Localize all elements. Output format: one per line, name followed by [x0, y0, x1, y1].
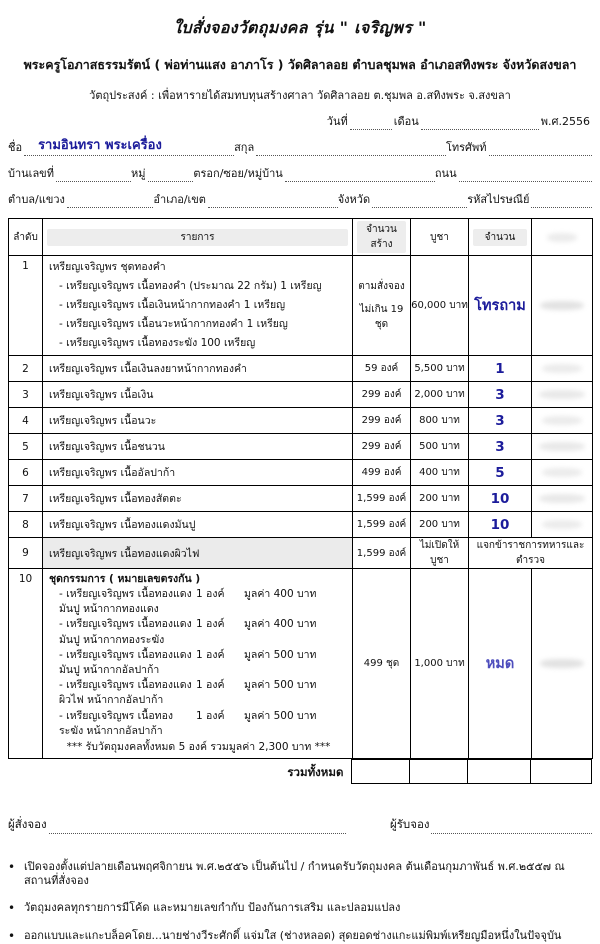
set-subline — [49, 587, 348, 617]
table-row-5 — [9, 434, 593, 460]
item-subline: - เหรียญเจริญพร เนื้อทองคำ (ประมาณ 22 กรัม) 1 เหรียญ — [59, 280, 322, 292]
zip-field — [531, 196, 592, 208]
row-number: 2 — [9, 356, 43, 382]
orderer-signature — [8, 816, 346, 834]
province-label: จังหวัด — [337, 193, 371, 206]
item-name: เหรียญเจริญพร เนื้อชนวน — [43, 434, 353, 460]
form-line-address1 — [8, 156, 592, 182]
qty-handwritten: หมด — [485, 656, 515, 673]
set-summary: *** รับวัตถุมงคลทั้งหมด 5 องค์ รวมมูลค่า 2,300 บาท *** — [66, 741, 331, 754]
purpose-line: วัตถุประสงค์ : เพื่อหารายได้สมทบทุนสร้างศาลา วัดศิลาลอย ต.ชุมพล อ.สทิงพระ จ.สงขลา — [89, 89, 511, 102]
set-subline — [49, 617, 348, 647]
amount-cell — [532, 569, 593, 759]
erased-mark — [542, 468, 582, 477]
signature-row — [8, 816, 592, 834]
set-sub-value: มูลค่า 400 บาท — [244, 618, 317, 631]
made-count-cell: 499 องค์ — [353, 460, 411, 486]
erased-mark — [539, 390, 585, 399]
tambon-label: ตำบล/แขวง — [8, 193, 65, 206]
set-sub-qty: 1 องค์ — [196, 588, 225, 600]
name-field — [24, 138, 234, 156]
set-subline — [49, 709, 348, 739]
erased-mark — [542, 416, 582, 425]
price-cell: ไม่เปิดให้บูชา — [411, 538, 469, 569]
made-count-cell: 299 องค์ — [353, 382, 411, 408]
total-label: รวมทั้งหมด — [287, 765, 344, 780]
price-cell: 2,000 บาท — [411, 382, 469, 408]
set-sub-text: - เหรียญเจริญพร เนื้อทองแดงผิวไฟ หน้ากากอัลปาก้า — [59, 679, 192, 707]
qty-cell — [469, 486, 532, 512]
row-number: 4 — [9, 408, 43, 434]
made-count-cell: 1,599 องค์ — [353, 538, 411, 569]
moo-label: หมู่ — [131, 167, 146, 180]
issuer-line: พระครูโอภาสธรรมรัตน์ ( พ่อท่านแสง อาภาโร ) วัดศิลาลอย ตำบลชุมพล อำเภอสทิงพระ จังหวัดสงขลา — [23, 57, 577, 72]
date-day-field — [350, 118, 392, 130]
made-count-cell: 1,599 องค์ — [353, 486, 411, 512]
qty-handwritten: 5 — [495, 464, 505, 481]
set-title: ชุดกรรมการ ( หมายเลขตรงกัน ) — [49, 573, 201, 585]
bullet-icon — [8, 860, 24, 888]
total-cells — [351, 759, 592, 784]
note-item — [8, 860, 592, 888]
qty-handwritten: 10 — [490, 490, 510, 507]
erased-mark — [540, 301, 584, 310]
header-no: ลำดับ — [9, 219, 43, 256]
amphoe-field — [208, 196, 338, 208]
year-text: พ.ศ.2556 — [540, 115, 590, 128]
total-price-cell — [410, 760, 468, 784]
qty-cell — [469, 460, 532, 486]
set-sub-value: มูลค่า 500 บาท — [244, 679, 317, 692]
qty-handwritten: 3 — [495, 386, 505, 403]
surname-label: สกุล — [234, 141, 255, 154]
note-item — [8, 929, 592, 944]
set-sub-text: - เหรียญเจริญพร เนื้อทองแดงมันปู หน้ากากอัลปาก้า — [59, 648, 192, 677]
house-no-field — [56, 170, 131, 182]
row-number: 3 — [9, 382, 43, 408]
form-line-address2 — [8, 182, 592, 208]
set-sub-qty: 1 องค์ — [196, 648, 225, 661]
house-no-label: บ้านเลขที่ — [8, 167, 54, 180]
orderer-label: ผู้สั่งจอง — [8, 817, 47, 832]
name-value-stamp: รามอินทรา พระเครื่อง — [38, 138, 162, 153]
header-item — [43, 219, 353, 256]
date-label: วันที่ — [326, 115, 348, 128]
made-count-cell: 59 องค์ — [353, 356, 411, 382]
bullet-icon — [8, 901, 24, 916]
row-number: 5 — [9, 434, 43, 460]
made-line2: ไม่เกิน 19 ชุด — [359, 304, 404, 330]
header-made — [353, 219, 411, 256]
qty-cell — [469, 434, 532, 460]
qty-cell — [469, 356, 532, 382]
qty-cell — [469, 408, 532, 434]
qty-handwritten: 10 — [490, 516, 510, 533]
erased-mark — [547, 233, 577, 242]
amount-cell — [532, 382, 593, 408]
month-label: เดือน — [393, 115, 419, 128]
order-table — [8, 218, 593, 759]
erased-mark — [539, 494, 585, 503]
erased-mark — [539, 442, 585, 451]
province-field — [372, 196, 467, 208]
date-month-field — [421, 118, 539, 130]
item-name: เหรียญเจริญพร เนื้อเงิน — [43, 382, 353, 408]
header-price: บูชา — [411, 219, 469, 256]
note-text: ออกแบบและแกะบล็อคโดย...นายช่างวีระศักดิ์ แจ่มใส (ช่างหลอด) สุดยอดช่างแกะแม่พิมพ์เหรียญมือหนึ่งในปัจจุบัน — [24, 929, 562, 943]
table-row-10 — [9, 569, 593, 759]
made-count-cell: 299 องค์ — [353, 434, 411, 460]
set-sub-qty: 1 องค์ — [196, 679, 225, 692]
set-sub-qty: 1 องค์ — [196, 618, 225, 631]
header-item-label: รายการ — [47, 229, 348, 246]
header-made-label: จำนวนสร้าง — [357, 221, 406, 253]
item-subline: - เหรียญเจริญพร เนื้อนวะหน้ากากทองคำ 1 เหรียญ — [59, 318, 288, 330]
total-qty-cell — [468, 760, 531, 784]
item-title: เหรียญเจริญพร ชุดทองคำ — [49, 261, 166, 273]
table-row-9 — [9, 538, 593, 569]
footer-notes — [8, 860, 592, 944]
form-line-name — [8, 130, 592, 156]
road-field — [459, 170, 592, 182]
set-sub-value: มูลค่า 500 บาท — [244, 648, 317, 661]
table-row-2 — [9, 356, 593, 382]
table-row-4 — [9, 408, 593, 434]
receiver-signature — [390, 816, 592, 834]
amount-cell — [532, 486, 593, 512]
total-made-cell — [352, 760, 410, 784]
note-text: วัตถุมงคลทุกรายการมีโค้ด และหมายเลขกำกับ ป้องกันการเสริม และปลอมแปลง — [24, 901, 401, 915]
page-title: ใบสั่งจองวัตถุมงคล รุ่น " เจริญพร " — [173, 18, 427, 37]
table-header-row — [9, 219, 593, 256]
table-row-3 — [9, 382, 593, 408]
item-name: เหรียญเจริญพร เนื้อทองสัตตะ — [43, 486, 353, 512]
row-number: 7 — [9, 486, 43, 512]
item-cell — [43, 569, 353, 759]
row-number: 1 — [9, 256, 43, 356]
header-blank — [532, 219, 593, 256]
phone-label: โทรศัพท์ — [445, 141, 487, 154]
amount-cell — [532, 434, 593, 460]
table-row-8 — [9, 512, 593, 538]
erased-mark — [540, 659, 584, 668]
row-number: 8 — [9, 512, 43, 538]
price-cell: 500 บาท — [411, 434, 469, 460]
erased-mark — [542, 364, 582, 373]
price-cell: 1,000 บาท — [411, 569, 469, 759]
amount-cell — [532, 512, 593, 538]
item-name: เหรียญเจริญพร เนื้อนวะ — [43, 408, 353, 434]
receiver-signature-field — [431, 822, 592, 834]
qty-cell — [469, 382, 532, 408]
price-cell: 5,500 บาท — [411, 356, 469, 382]
soi-field — [285, 170, 435, 182]
erased-mark — [542, 520, 582, 529]
note-item — [8, 901, 592, 916]
qty-cell — [469, 256, 532, 356]
total-row — [8, 759, 592, 784]
made-count-cell: 1,599 องค์ — [353, 512, 411, 538]
item-name: เหรียญเจริญพร เนื้อเงินลงยาหน้ากากทองคำ — [43, 356, 353, 382]
price-cell: 800 บาท — [411, 408, 469, 434]
soi-label: ตรอก/ซอย/หมู่บ้าน — [193, 167, 283, 180]
qty-cell — [469, 512, 532, 538]
road-label: ถนน — [434, 167, 457, 180]
amount-cell — [532, 408, 593, 434]
receiver-label: ผู้รับจอง — [390, 817, 430, 832]
price-cell: 400 บาท — [411, 460, 469, 486]
set-sub-value: มูลค่า 400 บาท — [244, 588, 317, 600]
item-subline: - เหรียญเจริญพร เนื้อเงินหน้ากากทองคำ 1 เหรียญ — [59, 299, 286, 311]
made-count-cell — [353, 256, 411, 356]
note-text: เปิดจองตั้งแต่ปลายเดือนพฤศจิกายน พ.ศ.๒๕๕๖ เป็นต้นไป / กำหนดรับวัตถุมงคล ต้นเดือนกุมภาพันธ์ พ.ศ.๒๕๕๗ ณ สถานที่สั่งจอง — [24, 860, 565, 888]
surname-field — [256, 144, 446, 156]
row-number: 9 — [9, 538, 43, 569]
amphoe-label: อำเภอ/เขต — [153, 193, 206, 206]
item-name: เหรียญเจริญพร เนื้ออัลปาก้า — [43, 460, 353, 486]
qty-handwritten: 3 — [495, 412, 505, 429]
set-sub-text: - เหรียญเจริญพร เนื้อทองระฆัง หน้ากากอัลปาก้า — [59, 709, 174, 737]
item-name: เหรียญเจริญพร เนื้อทองแดงมันปู — [43, 512, 353, 538]
set-sub-qty: 1 องค์ — [196, 709, 225, 722]
row-number: 10 — [9, 569, 43, 759]
item-name: เหรียญเจริญพร เนื้อทองแดงผิวไฟ — [43, 538, 353, 569]
name-label: ชื่อ — [8, 141, 23, 154]
amount-cell — [532, 356, 593, 382]
price-cell: 200 บาท — [411, 486, 469, 512]
amount-cell — [532, 460, 593, 486]
amount-cell — [532, 256, 593, 356]
price-cell: 200 บาท — [411, 512, 469, 538]
phone-field — [489, 144, 593, 156]
orderer-signature-field — [49, 822, 346, 834]
qty-handwritten: 1 — [495, 360, 505, 377]
item-cell — [43, 256, 353, 356]
made-count-cell: 499 ชุด — [353, 569, 411, 759]
bullet-icon — [8, 929, 24, 944]
table-row-6 — [9, 460, 593, 486]
tambon-field — [67, 196, 154, 208]
set-subline — [49, 678, 348, 708]
price-cell: 60,000 บาท — [411, 256, 469, 356]
qty-handwritten: 3 — [495, 438, 505, 455]
item-subline: - เหรียญเจริญพร เนื้อทองระฆัง 100 เหรียญ — [59, 337, 256, 349]
qty-cell — [469, 569, 532, 759]
row-number: 6 — [9, 460, 43, 486]
table-row-7 — [9, 486, 593, 512]
moo-field — [148, 170, 194, 182]
order-form-page — [8, 16, 592, 944]
qty-handwritten: โทรถาม — [474, 298, 526, 314]
made-line1: ตามสั่งจอง — [358, 281, 405, 292]
header-qty — [469, 219, 532, 256]
giveaway-note: แจกข้าราชการทหารและตำรวจ — [469, 538, 593, 569]
set-sub-value: มูลค่า 500 บาท — [244, 709, 317, 722]
set-subline — [49, 648, 348, 678]
header-qty-label: จำนวน — [473, 229, 527, 246]
total-amount-cell — [531, 760, 592, 784]
date-line — [8, 114, 592, 130]
zip-label: รหัสไปรษณีย์ — [467, 193, 530, 206]
table-row-1 — [9, 256, 593, 356]
made-count-cell: 299 องค์ — [353, 408, 411, 434]
set-sub-text: - เหรียญเจริญพร เนื้อทองแดงมันปู หน้ากากทองระฆัง — [59, 618, 192, 646]
set-sub-text: - เหรียญเจริญพร เนื้อทองแดงมันปู หน้ากากทองแดง — [59, 588, 192, 616]
